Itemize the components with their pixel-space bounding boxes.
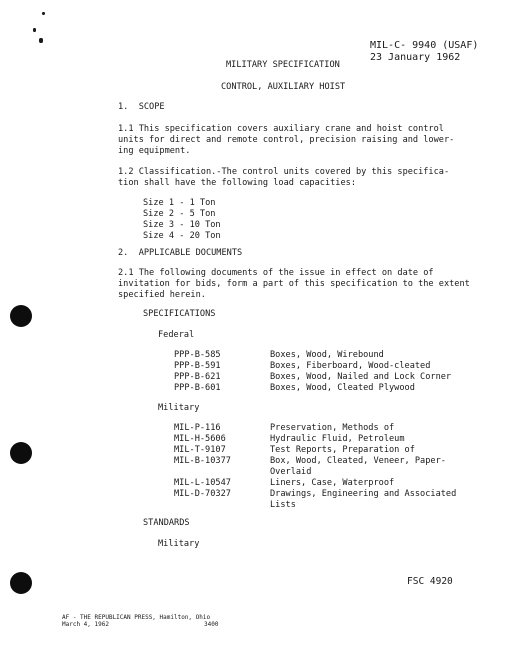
spec-id: MIL-T-9107 <box>174 445 226 455</box>
section-1-heading: 1. SCOPE <box>118 102 165 112</box>
spec-id: PPP-B-621 <box>174 372 221 382</box>
spec-title: Boxes, Fiberboard, Wood-cleated <box>270 361 431 371</box>
spec-id: MIL-D-70327 <box>174 489 231 499</box>
spec-id: PPP-B-601 <box>174 383 221 393</box>
punch-hole-bottom <box>10 572 32 594</box>
capacity-item: Size 2 - 5 Ton <box>143 209 216 219</box>
document-number: MIL-C- 9940 (USAF) <box>370 40 479 51</box>
printer-imprint-line-1: AF - THE REPUBLICAN PRESS, Hamilton, Ohio <box>62 614 211 621</box>
spec-title: Hydraulic Fluid, Petroleum <box>270 434 405 444</box>
printer-code: 3400 <box>204 621 219 628</box>
fsc-code: FSC 4920 <box>407 576 453 587</box>
spec-id: PPP-B-585 <box>174 350 221 360</box>
scan-speck <box>39 38 43 43</box>
military-heading: Military <box>158 403 200 413</box>
paragraph-line: invitation for bids, form a part of this specification to the extent <box>118 279 470 289</box>
paragraph-line: ing equipment. <box>118 146 191 156</box>
section-2-heading: 2. APPLICABLE DOCUMENTS <box>118 248 243 258</box>
spec-title: Boxes, Wood, Cleated Plywood <box>270 383 415 393</box>
punch-hole-middle <box>10 442 32 464</box>
punch-hole-top <box>10 305 32 327</box>
scan-speck <box>33 28 36 32</box>
spec-id: MIL-P-116 <box>174 423 221 433</box>
specifications-heading: SPECIFICATIONS <box>143 309 216 319</box>
document-date: 23 January 1962 <box>370 52 461 63</box>
spec-subject-title: CONTROL, AUXILIARY HOIST <box>221 82 346 92</box>
spec-title: Drawings, Engineering and Associated Lists <box>270 489 457 510</box>
spec-id: MIL-L-10547 <box>174 478 231 488</box>
spec-title: Boxes, Wood, Wirebound <box>270 350 384 360</box>
spec-type-title: MILITARY SPECIFICATION <box>226 60 340 70</box>
paragraph-line: 1.1 This specification covers auxiliary crane and hoist control <box>118 124 444 134</box>
paragraph-line: 2.1 The following documents of the issue in effect on date of <box>118 268 434 278</box>
capacity-item: Size 3 - 10 Ton <box>143 220 221 230</box>
spec-title: Test Reports, Preparation of <box>270 445 415 455</box>
standards-military-heading: Military <box>158 539 200 549</box>
spec-title: Liners, Case, Waterproof <box>270 478 395 488</box>
capacity-item: Size 1 - 1 Ton <box>143 198 216 208</box>
spec-title: Preservation, Methods of <box>270 423 395 433</box>
paragraph-line: units for direct and remote control, precision raising and lower- <box>118 135 455 145</box>
capacity-item: Size 4 - 20 Ton <box>143 231 221 241</box>
printer-imprint-line-2: March 4, 1962 <box>62 621 109 628</box>
paragraph-line: specified herein. <box>118 290 206 300</box>
scan-speck <box>42 12 45 15</box>
paragraph-line: 1.2 Classification.-The control units covered by this specifica- <box>118 167 450 177</box>
spec-title: Boxes, Wood, Nailed and Lock Corner <box>270 372 452 382</box>
spec-title: Box, Wood, Cleated, Veneer, Paper- Overlaid <box>270 456 446 477</box>
spec-id: MIL-H-5606 <box>174 434 226 444</box>
paragraph-line: tion shall have the following load capacities: <box>118 178 356 188</box>
federal-heading: Federal <box>158 330 195 340</box>
standards-heading: STANDARDS <box>143 518 190 528</box>
spec-id: PPP-B-591 <box>174 361 221 371</box>
spec-id: MIL-B-10377 <box>174 456 231 466</box>
